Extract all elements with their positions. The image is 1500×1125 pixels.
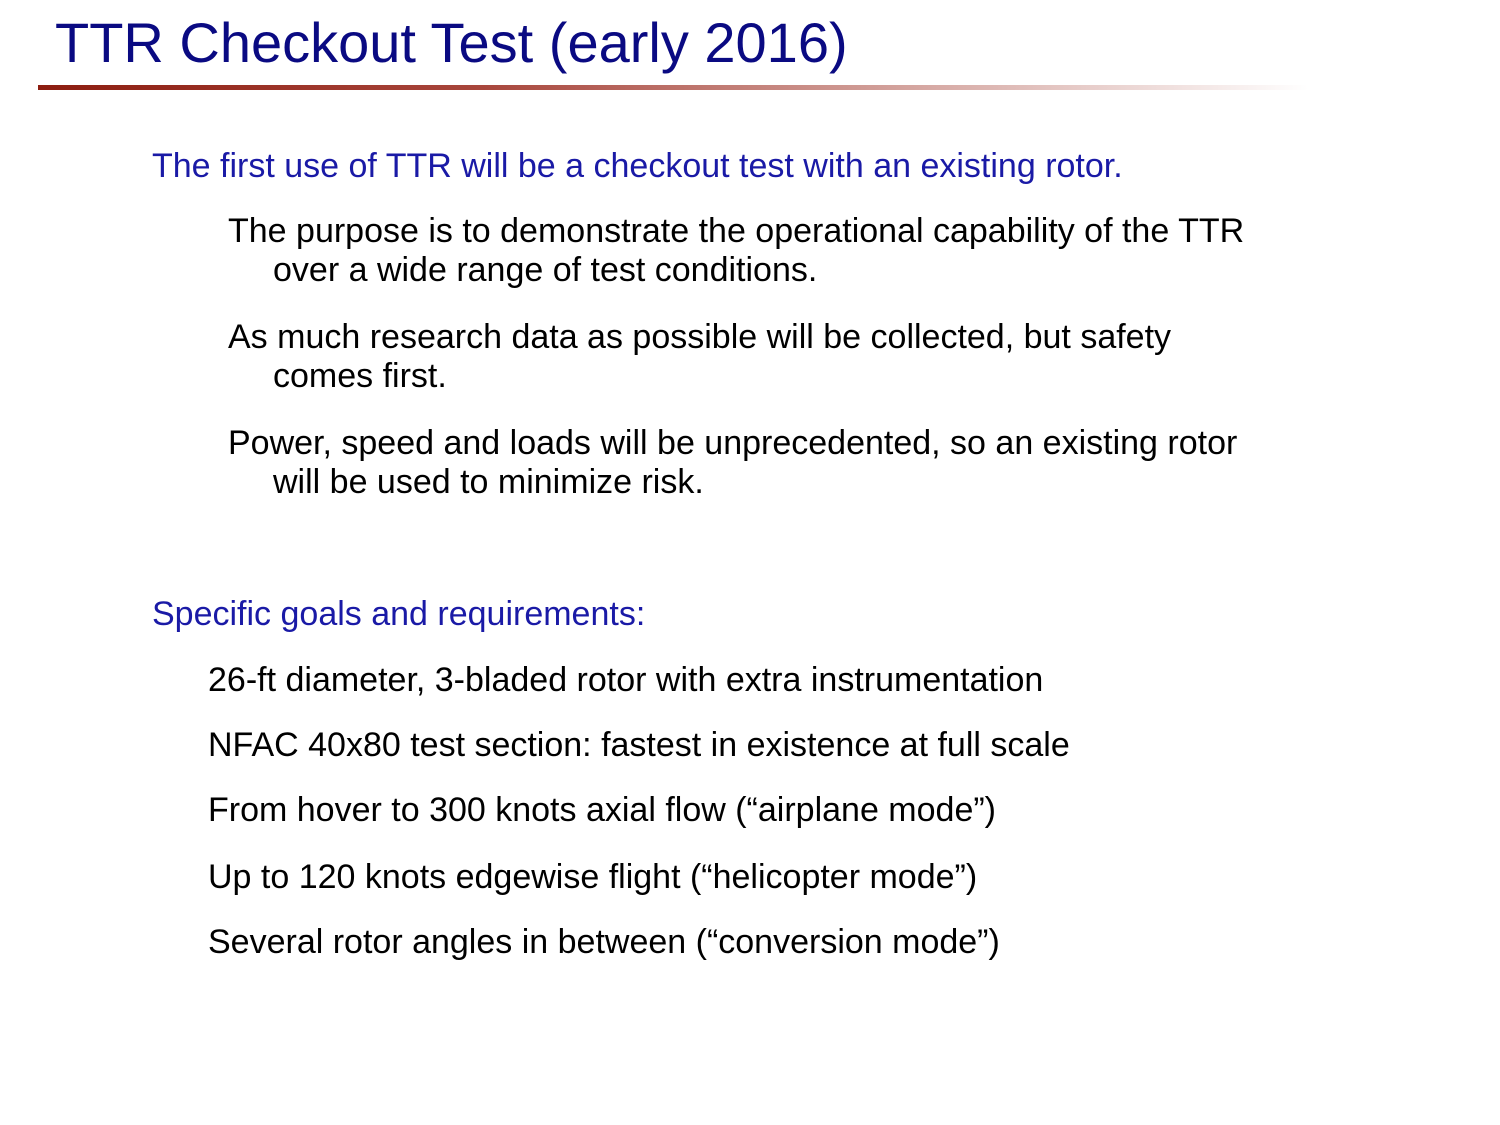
intro-heading: The first use of TTR will be a checkout test with an existing rotor. <box>152 147 1123 185</box>
point-line: The purpose is to demonstrate the operational capability of the TTR <box>228 212 1245 250</box>
point-line: As much research data as possible will be collected, but safety <box>228 318 1172 356</box>
goal-item: Several rotor angles in between (“conversion mode”) <box>208 923 1000 961</box>
point-line: over a wide range of test conditions. <box>273 251 818 289</box>
intro-point-purpose <box>228 212 1408 290</box>
point-line: comes first. <box>273 357 447 395</box>
goal-item: 26-ft diameter, 3-bladed rotor with extra instrumentation <box>208 661 1044 699</box>
intro-point-research-data <box>228 318 1408 396</box>
goal-item: NFAC 40x80 test section: fastest in existence at full scale <box>208 726 1070 764</box>
goal-item: Up to 120 knots edgewise flight (“helicopter mode”) <box>208 858 978 896</box>
goals-heading: Specific goals and requirements: <box>152 595 646 633</box>
title-underline <box>38 85 1308 90</box>
point-line: Power, speed and loads will be unprecedented, so an existing rotor <box>228 424 1238 462</box>
slide-title: TTR Checkout Test (early 2016) <box>55 11 848 74</box>
point-line: will be used to minimize risk. <box>273 463 704 501</box>
intro-point-power-speed <box>228 424 1408 502</box>
goal-item: From hover to 300 knots axial flow (“airplane mode”) <box>208 791 996 829</box>
